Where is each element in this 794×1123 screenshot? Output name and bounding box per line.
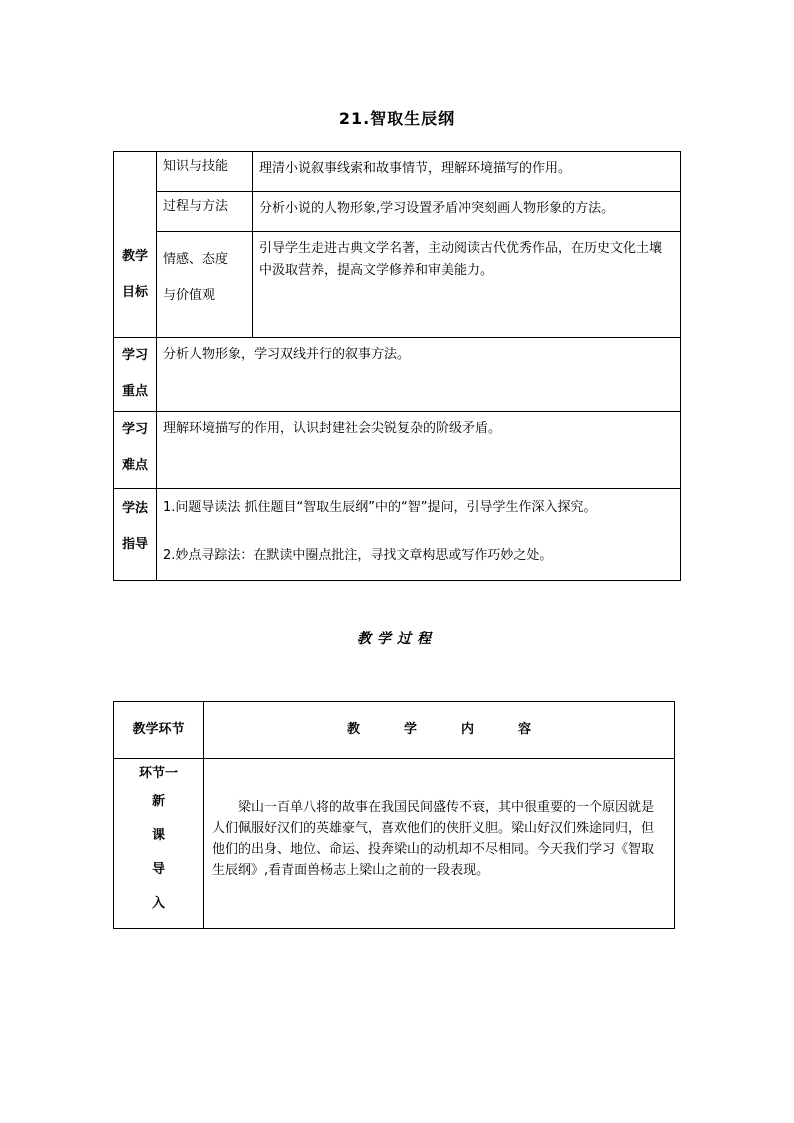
- process-table: [113, 701, 675, 929]
- emotion-values-content: 引导学生走进古典文学名著，主动阅读古代优秀作品，在历史文化土壤中汲取营养，提高文学修养和审美能力。: [253, 232, 681, 338]
- difficulties-side-label: 学习 难点: [114, 412, 157, 489]
- stage-one-paragraph: 梁山一百单八将的故事在我国民间盛传不衰，其中很重要的一个原因就是人们佩服好汉们的英雄豪气，喜欢他们的侠肝义胆。梁山好汉们殊途同归，但他们的出身、地位、命运、投奔梁山的动机却不尽相同。今天我们学习《智取生辰纲》,看青面兽杨志上梁山之前的一段表现。: [204, 759, 675, 929]
- knowledge-skill-content: 理清小说叙事线索和故事情节，理解环境描写的作用。: [253, 152, 681, 192]
- key-points-content: 分析人物形象，学习双线并行的叙事方法。: [157, 338, 681, 412]
- objectives-side-label: [114, 152, 157, 338]
- method-item: 1.问题导读法 抓住题目“智取生辰纲”中的“智”提问，引导学生作深入探究。: [163, 500, 597, 515]
- knowledge-skill-label: 知识与技能: [157, 152, 253, 192]
- side-char: 目标: [121, 284, 148, 300]
- emotion-values-label: 情感、态度 与价值观: [157, 232, 253, 338]
- method-item: 2.妙点寻踪法：在默读中圈点批注，寻找文章构思或写作巧妙之处。: [163, 548, 553, 563]
- method-side-label: 学法 指导: [114, 489, 157, 581]
- process-section-title: 教学过程: [357, 631, 437, 647]
- content-header: 教 学 内 容: [204, 702, 675, 759]
- key-points-side-label: 学习 重点: [114, 338, 157, 412]
- stage-one-label: 环节一 新 课 导 入: [114, 759, 204, 929]
- side-char: 教学: [121, 248, 148, 264]
- difficulties-content: 理解环境描写的作用，认识封建社会尖锐复杂的阶级矛盾。: [157, 412, 681, 489]
- objectives-table: [113, 151, 681, 581]
- method-content: [157, 489, 681, 581]
- document-title: 21.智取生辰纲: [338, 109, 456, 128]
- process-method-label: 过程与方法: [157, 192, 253, 232]
- stage-header: 教学环节: [114, 702, 204, 759]
- process-method-content: 分析小说的人物形象,学习设置矛盾冲突刻画人物形象的方法。: [253, 192, 681, 232]
